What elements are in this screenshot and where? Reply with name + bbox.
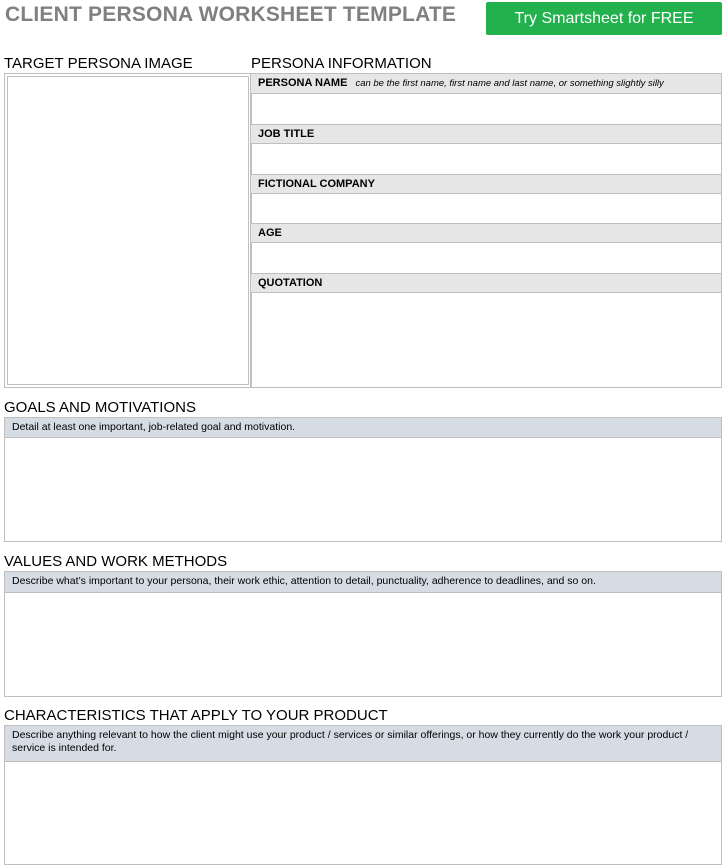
- persona-name-field[interactable]: [251, 94, 721, 124]
- fictional-company-field[interactable]: [251, 194, 721, 223]
- goals-instruction: Detail at least one important, job-related goal and motivation.: [5, 418, 721, 438]
- job-title-field[interactable]: [251, 144, 721, 174]
- goals-heading: GOALS AND MOTIVATIONS: [4, 399, 196, 416]
- values-heading: VALUES AND WORK METHODS: [4, 553, 228, 570]
- job-title-label: JOB TITLE: [251, 124, 721, 144]
- persona-name-label-text: PERSONA NAME: [258, 77, 348, 89]
- persona-image-box[interactable]: [4, 73, 252, 388]
- age-label: AGE: [251, 223, 721, 243]
- persona-info-table: [250, 73, 722, 388]
- age-field[interactable]: [251, 243, 721, 273]
- persona-name-hint: can be the first name, first name and last name, or something slightly silly: [355, 78, 664, 89]
- values-box[interactable]: [4, 571, 722, 697]
- characteristics-instruction: Describe anything relevant to how the client might use your product / services or similar offerings, or how they currently do the work your product / service is intended for.: [5, 726, 721, 762]
- values-instruction: Describe what’s important to your persona, their work ethic, attention to detail, punctuality, adherence to deadlines, and so on.: [5, 572, 721, 593]
- target-persona-image-heading: TARGET PERSONA IMAGE: [4, 55, 193, 72]
- try-smartsheet-button[interactable]: Try Smartsheet for FREE: [486, 2, 722, 35]
- persona-information-heading: PERSONA INFORMATION: [251, 55, 432, 72]
- goals-box[interactable]: [4, 417, 722, 542]
- quotation-label: QUOTATION: [251, 273, 721, 293]
- persona-image-placeholder: [7, 76, 249, 385]
- page-title: CLIENT PERSONA WORKSHEET TEMPLATE: [5, 3, 457, 26]
- persona-name-label: [251, 74, 721, 94]
- characteristics-box[interactable]: [4, 725, 722, 865]
- quotation-field[interactable]: [251, 293, 721, 387]
- fictional-company-label: FICTIONAL COMPANY: [251, 174, 721, 194]
- characteristics-heading: CHARACTERISTICS THAT APPLY TO YOUR PRODUCT: [4, 707, 388, 724]
